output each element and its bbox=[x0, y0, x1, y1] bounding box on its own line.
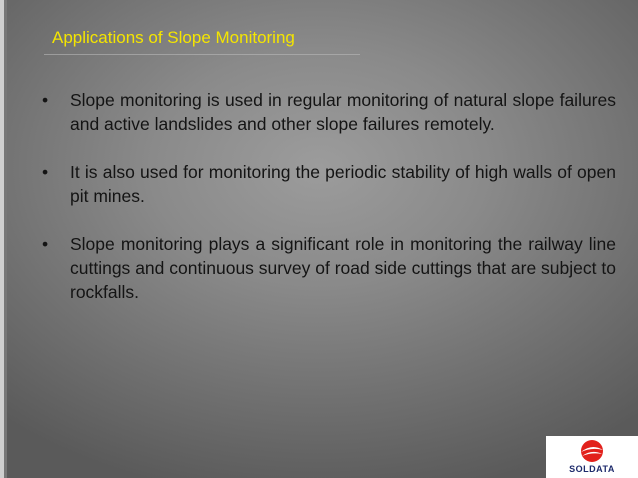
bullet-dot: • bbox=[42, 234, 49, 254]
left-edge-shadow bbox=[4, 0, 7, 478]
bullet-dot: • bbox=[42, 90, 49, 110]
bullet-text: Slope monitoring plays a significant role in monitoring the railway line cuttings and continuous survey of road side cuttings that are subject to rockfalls. bbox=[70, 234, 616, 302]
bullet-dot: • bbox=[42, 162, 49, 182]
bullet-text: It is also used for monitoring the periodic stability of high walls of open pit mines. bbox=[70, 162, 616, 206]
slide-title: Applications of Slope Monitoring bbox=[52, 28, 295, 47]
bullet-list bbox=[42, 88, 616, 328]
logo-wordmark: SOLDATA bbox=[569, 464, 615, 474]
bullet-item bbox=[42, 160, 616, 208]
bullet-item bbox=[42, 88, 616, 136]
soldata-logo-icon bbox=[577, 439, 607, 463]
soldata-logo bbox=[546, 436, 638, 478]
bullet-text: Slope monitoring is used in regular monitoring of natural slope failures and active landslides and other slope failures remotely. bbox=[70, 90, 616, 134]
bullet-item bbox=[42, 232, 616, 304]
title-underline bbox=[44, 54, 360, 55]
